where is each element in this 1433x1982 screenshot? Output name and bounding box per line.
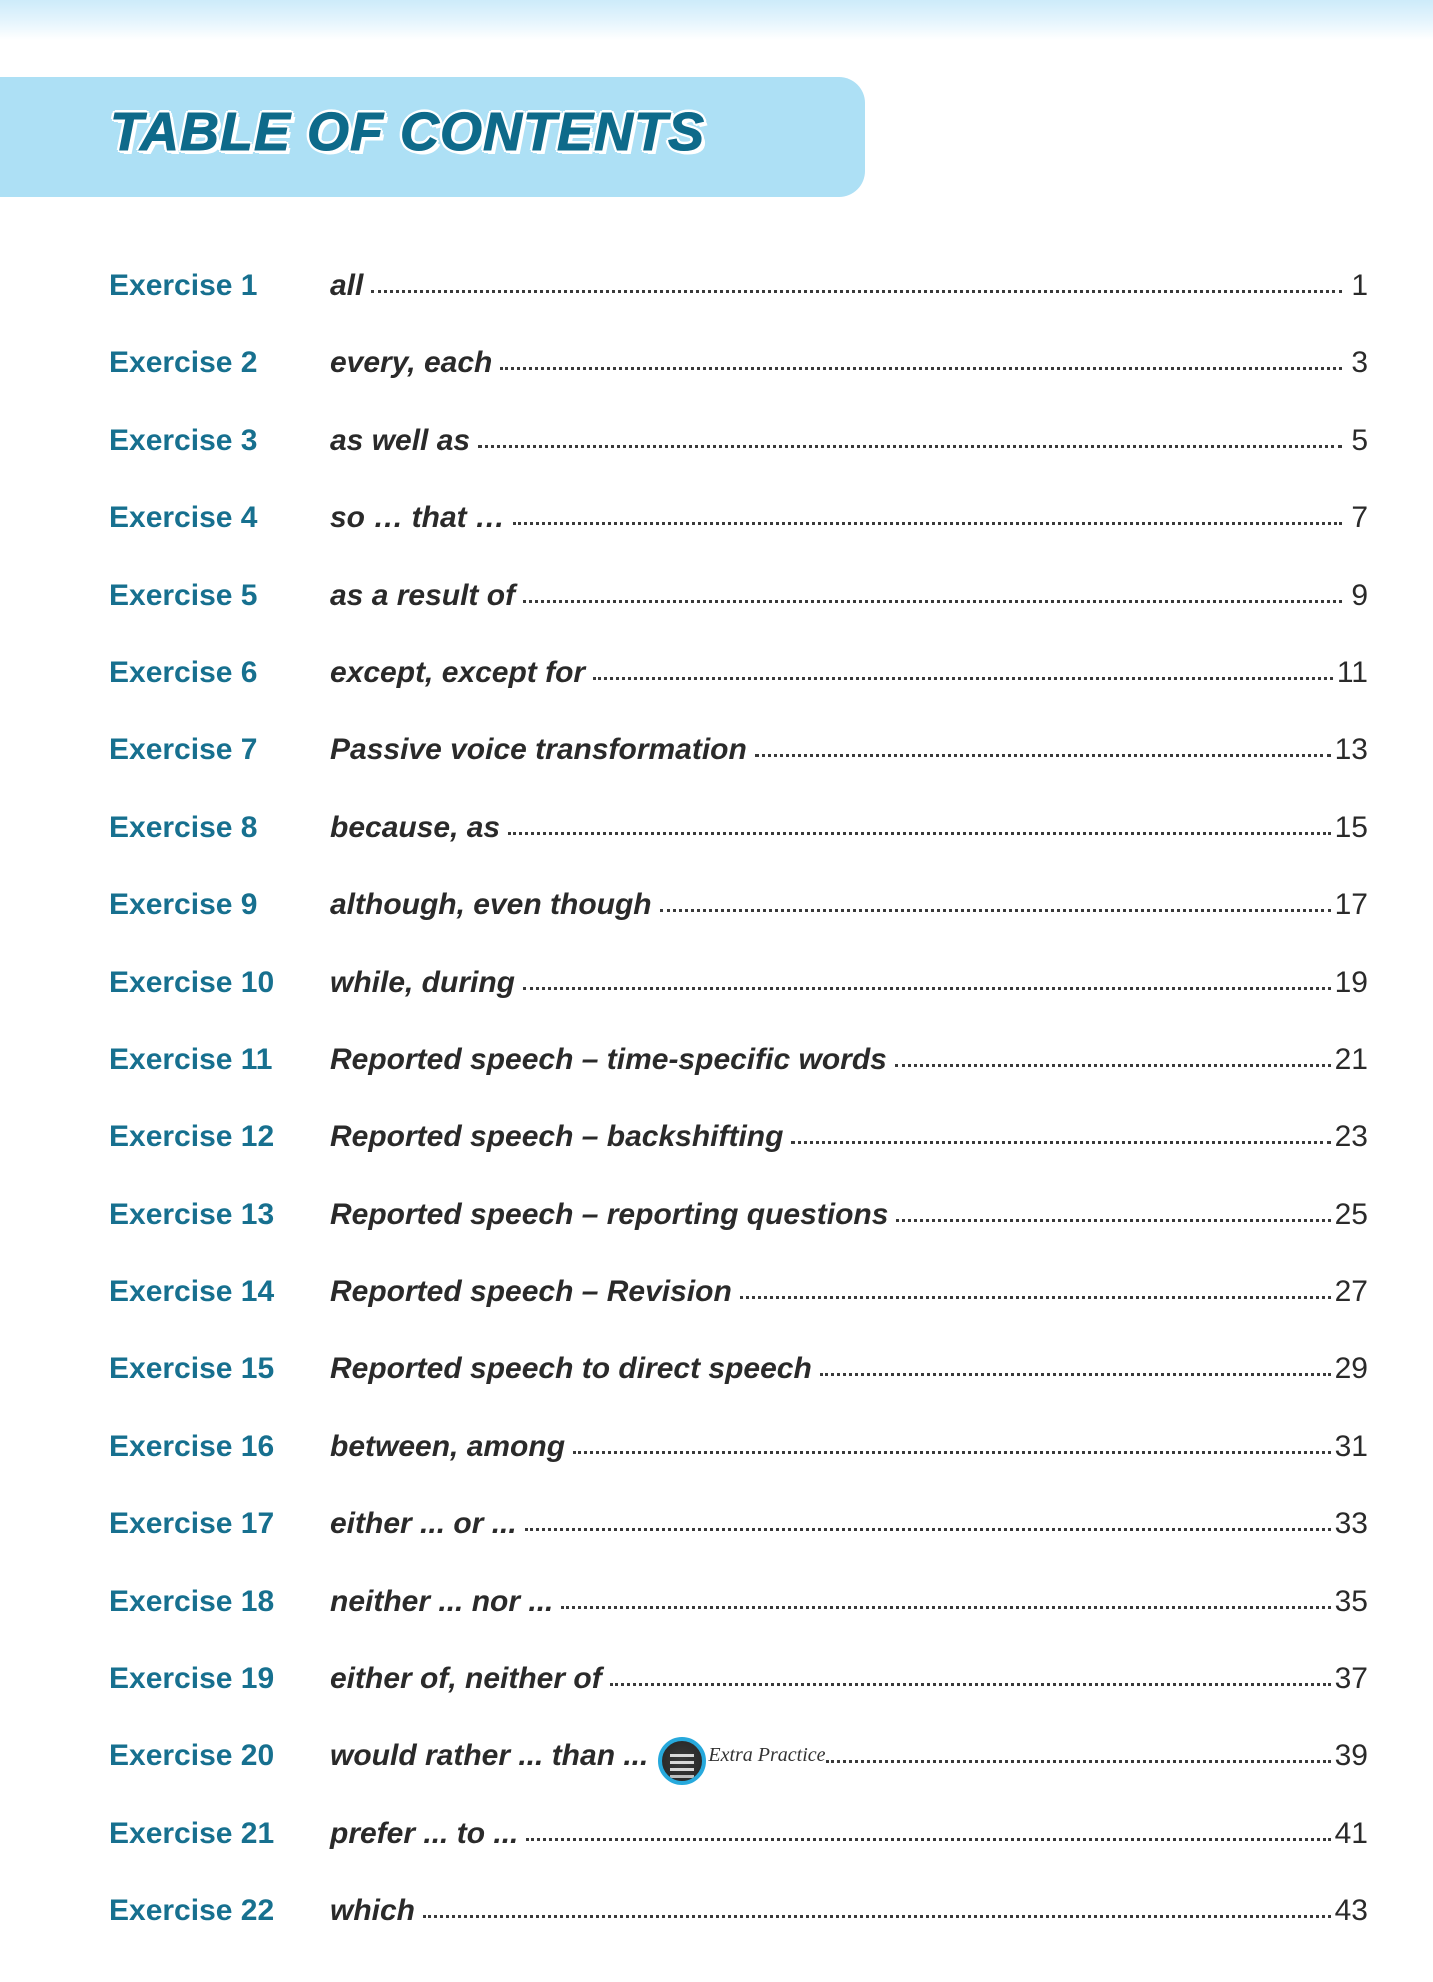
exercise-topic: all (330, 269, 364, 302)
exercise-topic: because, as (330, 810, 501, 844)
toc-row[interactable] (0, 575, 1433, 652)
exercise-label: Exercise 14 (109, 1275, 275, 1309)
exercise-label: Exercise 9 (109, 888, 258, 922)
exercise-topic: as a result of (330, 578, 516, 612)
exercise-topic: either ... or ... (330, 1507, 517, 1541)
exercise-label: Exercise 13 (109, 1197, 275, 1231)
table-of-contents (0, 265, 1433, 1968)
dot-leader (371, 290, 1342, 293)
dot-leader (523, 600, 1342, 603)
toc-row[interactable] (0, 1658, 1433, 1735)
exercise-topic: except, except for (330, 655, 586, 689)
page-number: 35 (1334, 1584, 1368, 1618)
toc-row[interactable] (0, 497, 1433, 574)
toc-row[interactable] (0, 1735, 1433, 1812)
toc-row[interactable] (0, 1194, 1433, 1271)
exercise-label: Exercise 6 (109, 655, 258, 689)
exercise-label: Exercise 10 (109, 965, 275, 999)
exercise-topic: Reported speech – time-specific words (330, 1042, 887, 1076)
exercise-topic: although, even though (330, 888, 652, 922)
dot-leader (610, 1683, 1331, 1686)
exercise-topic: prefer ... to ... (330, 1816, 519, 1850)
dot-leader (561, 1606, 1330, 1609)
page-number: 3 (1351, 346, 1368, 380)
toc-row[interactable] (0, 1348, 1433, 1425)
dot-leader (526, 1838, 1330, 1841)
exercise-label: Exercise 20 (109, 1739, 275, 1773)
toc-row[interactable] (0, 807, 1433, 884)
exercise-label: Exercise 7 (109, 733, 258, 767)
exercise-label: Exercise 18 (109, 1584, 275, 1618)
page-number: 25 (1334, 1197, 1368, 1231)
exercise-topic: Reported speech – reporting questions (330, 1197, 889, 1231)
dot-leader (755, 754, 1331, 757)
page-number: 31 (1334, 1429, 1368, 1463)
exercise-label: Exercise 12 (109, 1120, 275, 1154)
extra-practice-icon (658, 1737, 706, 1785)
exercise-label: Exercise 3 (109, 423, 258, 457)
page-title: TABLE OF CONTENTS (110, 102, 705, 162)
page-number: 33 (1334, 1507, 1368, 1541)
toc-row[interactable] (0, 1039, 1433, 1116)
dot-leader (573, 1451, 1331, 1454)
page-number: 17 (1334, 888, 1368, 922)
dot-leader (513, 522, 1342, 525)
exercise-topic: as well as (330, 423, 471, 457)
dot-leader (508, 832, 1331, 835)
page-number: 5 (1351, 423, 1368, 457)
toc-row[interactable] (0, 1503, 1433, 1580)
page-number: 19 (1334, 965, 1368, 999)
toc-row[interactable] (0, 652, 1433, 729)
dot-leader (895, 1064, 1331, 1067)
toc-row[interactable] (0, 342, 1433, 419)
exercise-label: Exercise 21 (109, 1816, 275, 1850)
exercise-label: Exercise 22 (109, 1894, 275, 1928)
dot-leader (826, 1760, 1331, 1763)
dot-leader (478, 445, 1342, 448)
page-number: 11 (1336, 655, 1368, 689)
toc-row[interactable] (0, 265, 1433, 342)
exercise-topic: so … that … (330, 501, 506, 535)
dot-leader (740, 1296, 1331, 1299)
exercise-label: Exercise 16 (109, 1429, 275, 1463)
toc-row[interactable] (0, 884, 1433, 961)
exercise-label: Exercise 5 (109, 578, 258, 612)
exercise-topic: every, each (330, 346, 493, 380)
page-number: 9 (1351, 578, 1368, 612)
toc-row[interactable] (0, 1271, 1433, 1348)
exercise-topic: would rather ... than ... (330, 1739, 649, 1773)
dot-leader (593, 677, 1333, 680)
extra-practice-badge (658, 1737, 825, 1785)
exercise-label: Exercise 11 (109, 1042, 273, 1076)
exercise-label: Exercise 8 (109, 810, 258, 844)
toc-row[interactable] (0, 420, 1433, 497)
page-number: 27 (1334, 1275, 1368, 1309)
exercise-label: Exercise 15 (109, 1352, 275, 1386)
exercise-topic: which (330, 1894, 416, 1928)
toc-row[interactable] (0, 1813, 1433, 1890)
dot-leader (791, 1141, 1330, 1144)
toc-row[interactable] (0, 1426, 1433, 1503)
page-number: 21 (1334, 1042, 1368, 1076)
exercise-label: Exercise 1 (109, 269, 258, 302)
exercise-topic: Reported speech – backshifting (330, 1120, 784, 1154)
page-number: 15 (1334, 810, 1368, 844)
exercise-label: Exercise 2 (109, 346, 258, 380)
page-number: 39 (1334, 1739, 1368, 1773)
dot-leader (523, 987, 1331, 990)
page-number: 23 (1334, 1120, 1368, 1154)
dot-leader (500, 367, 1342, 370)
toc-row[interactable] (0, 962, 1433, 1039)
page-number: 13 (1334, 733, 1368, 767)
page-number: 1 (1351, 269, 1368, 302)
toc-row[interactable] (0, 1116, 1433, 1193)
exercise-topic: Reported speech to direct speech (330, 1352, 812, 1386)
title-banner (0, 77, 865, 197)
dot-leader (660, 909, 1331, 912)
dot-leader (820, 1373, 1331, 1376)
exercise-label: Exercise 4 (109, 501, 258, 535)
exercise-topic: either of, neither of (330, 1662, 602, 1696)
exercise-label: Exercise 19 (109, 1662, 275, 1696)
dot-leader (896, 1219, 1330, 1222)
page-number: 41 (1334, 1816, 1368, 1850)
dot-leader (525, 1528, 1331, 1531)
extra-practice-label: Extra Practice (708, 1743, 826, 1766)
exercise-topic: Reported speech – Revision (330, 1275, 732, 1309)
top-gradient-band (0, 0, 1433, 40)
dot-leader (423, 1915, 1331, 1918)
exercise-topic: neither ... nor ... (330, 1584, 554, 1618)
toc-row[interactable] (0, 1890, 1433, 1967)
exercise-topic: between, among (330, 1429, 566, 1463)
page-number: 29 (1334, 1352, 1368, 1386)
exercise-topic: Passive voice transformation (330, 733, 747, 767)
exercise-topic: while, during (330, 965, 515, 999)
toc-row[interactable] (0, 1581, 1433, 1658)
toc-row[interactable] (0, 729, 1433, 806)
exercise-label: Exercise 17 (109, 1507, 275, 1541)
page-number: 43 (1334, 1894, 1368, 1928)
page-number: 37 (1334, 1662, 1368, 1696)
page-number: 7 (1351, 501, 1368, 535)
